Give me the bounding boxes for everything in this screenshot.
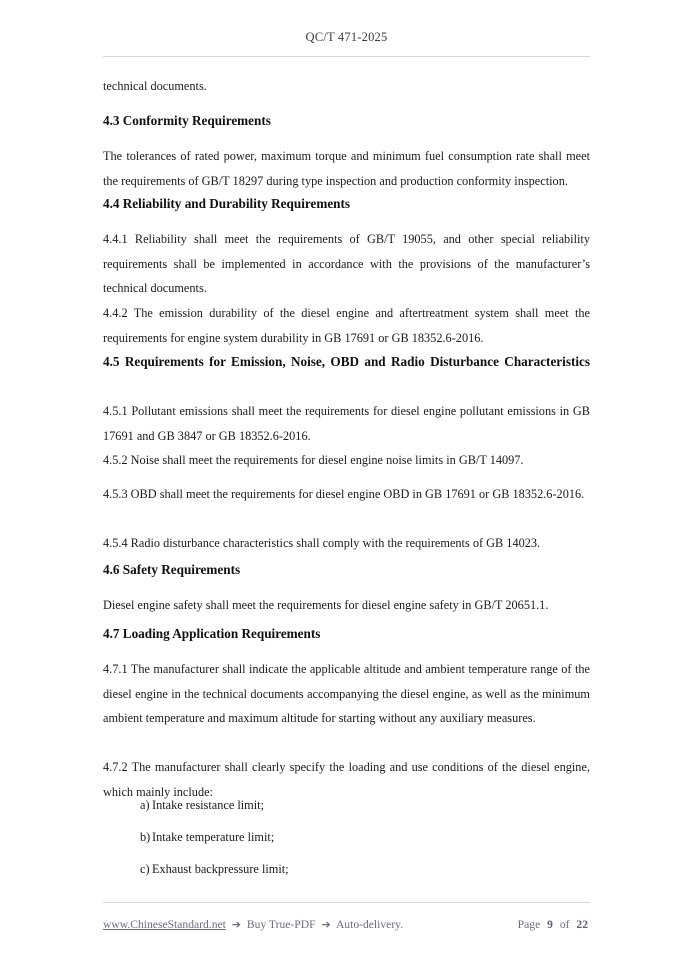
paragraph-block-4-5-1 (103, 399, 590, 448)
paragraph-block-4-3-1 (103, 144, 590, 193)
footer-promo (103, 918, 403, 931)
paragraph-block-4-4-1 (103, 227, 590, 301)
paragraph-text: 4.4.2 The emission durability of the diesel engine and aftertreatment system shall meet the requirements for engine system durability in GB 17691 or GB 18352.6-2016. (103, 306, 590, 345)
paragraph-block-4-4-2 (103, 301, 590, 350)
paragraph-block-4-5-2 (103, 448, 590, 473)
list-item (103, 857, 590, 882)
footer-action-delivery: Auto-delivery. (335, 917, 404, 931)
paragraph-block-4-5-3 (103, 482, 590, 507)
page-footer (103, 914, 590, 934)
paragraph-text: The tolerances of rated power, maximum torque and minimum fuel consumption rate shall meet the requirements of GB/T 18297 during type inspection and production conformity inspection. (103, 149, 590, 188)
section-heading-4-7 (103, 622, 590, 647)
paragraph-text: 4.4.1 Reliability shall meet the requirements of GB/T 19055, and other special reliability requirements shall be implemented in accordance with the provisions of the manufacturer’s technical documents. (103, 232, 590, 296)
paragraph-block-continued (103, 74, 590, 99)
heading-text: 4.5 Requirements for Emission, Noise, OBD and Radio Disturbance Characteristics (103, 354, 590, 369)
list-item-label: Intake temperature limit; (152, 830, 275, 844)
list-item-label: Exhaust backpressure limit; (152, 862, 289, 876)
page-header (103, 28, 590, 46)
current-page-number: 9 (547, 917, 553, 931)
paragraph-block-4-6-1 (103, 593, 590, 618)
paragraph-text: 4.5.4 Radio disturbance characteristics shall comply with the requirements of GB 14023. (103, 536, 541, 550)
list-item (103, 825, 590, 850)
page-label: Page (517, 917, 541, 931)
heading-text: 4.6 Safety Requirements (103, 562, 241, 577)
section-heading-4-5 (103, 350, 590, 399)
total-page-number: 22 (576, 917, 588, 931)
footer-divider (103, 902, 590, 903)
footer-website-link[interactable]: www.ChineseStandard.net (103, 917, 226, 931)
paragraph-text: 4.5.2 Noise shall meet the requirements for diesel engine noise limits in GB/T 14097. (103, 453, 524, 467)
page-indicator (516, 918, 590, 931)
paragraph-text: 4.7.1 The manufacturer shall indicate the applicable altitude and ambient temperature range of the diesel engine in the technical documents accompanying the diesel engine, as well as the minimum ambient temperature and maximum altitude for starting without any auxiliary measures. (103, 662, 590, 726)
paragraph-text: 4.5.1 Pollutant emissions shall meet the requirements for diesel engine pollutant emissions in GB 17691 and GB 3847 or GB 18352.6-2016. (103, 404, 590, 443)
heading-text: 4.3 Conformity Requirements (103, 113, 271, 128)
list-item-marker: b) (140, 830, 151, 844)
header-divider (103, 56, 590, 57)
of-label: of (559, 917, 570, 931)
paragraph-text: 4.5.3 OBD shall meet the requirements for diesel engine OBD in GB 17691 or GB 18352.6-2016. (103, 487, 585, 501)
heading-text: 4.4 Reliability and Durability Requirements (103, 196, 351, 211)
arrow-right-icon: ➔ (231, 917, 242, 931)
section-heading-4-4 (103, 192, 590, 217)
list-item-label: Intake resistance limit; (152, 798, 264, 812)
paragraph-continued: technical documents. (103, 79, 207, 93)
section-heading-4-6 (103, 558, 590, 583)
footer-action-buy: Buy True-PDF (246, 917, 316, 931)
heading-text: 4.7 Loading Application Requirements (103, 626, 321, 641)
list-item-marker: a) (140, 798, 150, 812)
section-heading-4-3 (103, 109, 590, 134)
header-standard-number: QC/T 471-2025 (305, 30, 388, 44)
paragraph-text: 4.7.2 The manufacturer shall clearly specify the loading and use conditions of the diesel engine, which mainly include: (103, 760, 590, 799)
paragraph-block-4-5-4 (103, 531, 590, 556)
list-item-marker: c) (140, 862, 150, 876)
list-item (103, 793, 590, 818)
arrow-right-icon: ➔ (321, 917, 331, 931)
paragraph-block-4-7-1 (103, 657, 590, 731)
paragraph-text: Diesel engine safety shall meet the requirements for diesel engine safety in GB/T 20651.1. (103, 598, 549, 612)
